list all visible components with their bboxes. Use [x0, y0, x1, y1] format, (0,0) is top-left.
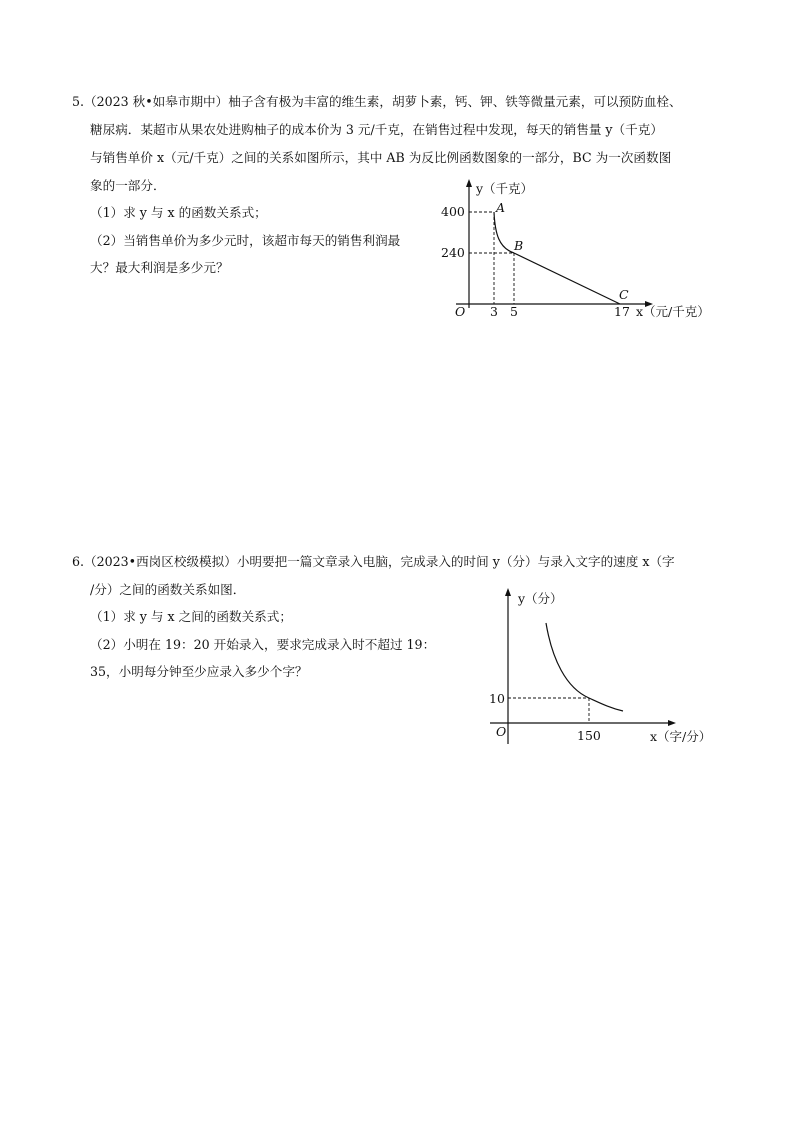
problem5-line1: 5.（2023 秋•如皋市期中）柚子含有极为丰富的维生素，胡萝卜素，钙、钾、铁等微量元素，可以预防血栓、 [72, 94, 682, 109]
y-tick-240: 240 [441, 245, 465, 260]
point-label-b: B [514, 238, 524, 253]
problem5-line4: 象的一部分． [90, 178, 166, 193]
x-axis-arrow [668, 720, 676, 726]
problem6-question1: （1）求 y 与 x 之间的函数关系式； [90, 609, 292, 624]
point-label-c: C [619, 287, 629, 302]
x-tick-3: 3 [490, 304, 498, 319]
x-axis-label: x（元/千克） [636, 304, 710, 319]
origin-label: O [455, 304, 466, 319]
origin-label: O [496, 724, 507, 739]
point-label-a: A [496, 200, 506, 215]
y-axis-arrow [466, 179, 472, 187]
problem5-graph [436, 176, 736, 326]
problem6-graph [480, 584, 740, 754]
y-axis-label: y（分） [518, 591, 563, 606]
y-axis-arrow [505, 588, 511, 596]
problem6-line2: /分）之间的函数关系如图． [90, 582, 246, 597]
x-tick-17: 17 [614, 304, 630, 319]
problem5-line2: 糖尿病．某超市从果农处进购柚子的成本价为 3 元/千克，在销售过程中发现，每天的销售量 y（千克） [90, 122, 663, 137]
x-tick-150: 150 [577, 728, 601, 743]
problem6-line1: 6.（2023•西岗区校级模拟）小明要把一篇文章录入电脑，完成录入的时间 y（分）与录入文字的速度 x（字 [72, 554, 675, 569]
problem6-question2-part2: 35，小明每分钟至少应录入多少个字？ [90, 664, 308, 679]
problem5-line3: 与销售单价 x（元/千克）之间的关系如图所示，其中 AB 为反比例函数图象的一部分，BC 为一次函数图 [90, 150, 672, 165]
problem5-question2-part1: （2）当销售单价为多少元时，该超市每天的销售利润最 [90, 233, 401, 248]
x-tick-5: 5 [510, 304, 518, 319]
y-tick-10: 10 [489, 691, 505, 706]
y-axis-label: y（千克） [476, 181, 534, 196]
curve-ab [494, 212, 514, 253]
problem5-question1: （1）求 y 与 x 的函数关系式； [90, 205, 267, 220]
x-axis-label: x（字/分） [650, 729, 712, 744]
problem5-question2-part2: 大？最大利润是多少元？ [90, 260, 229, 275]
segment-bc [514, 253, 620, 304]
y-tick-400: 400 [441, 204, 465, 219]
problem6-question2-part1: （2）小明在 19：20 开始录入，要求完成录入时不超过 19： [90, 637, 436, 652]
